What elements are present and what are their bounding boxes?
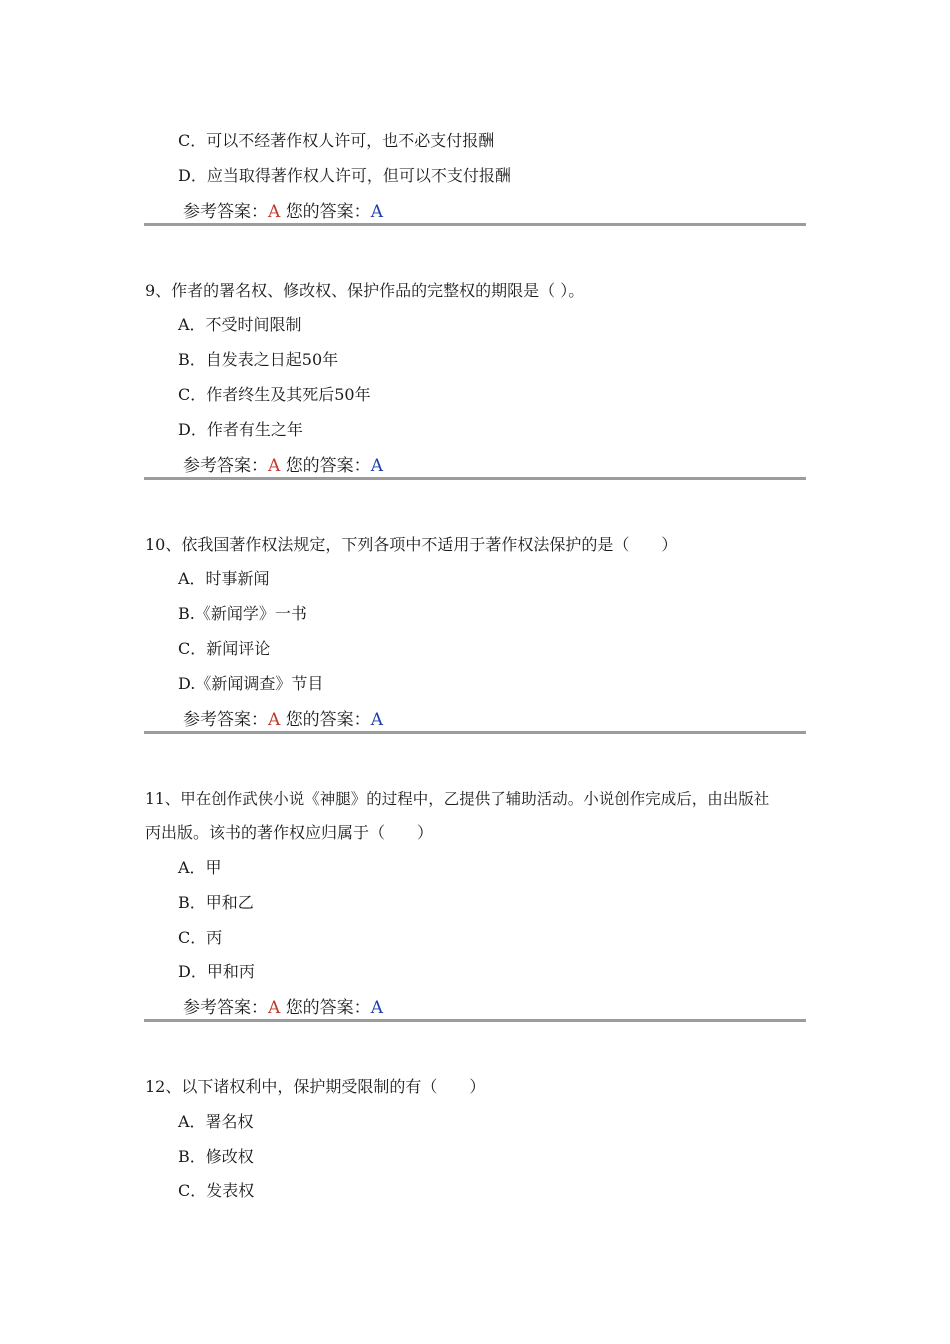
your-answer-value: A xyxy=(370,710,383,730)
your-answer-value: A xyxy=(370,202,383,222)
q12-stem: 12、以下诸权利中，保护期受限制的有（ ） xyxy=(145,1077,486,1096)
q10-stem: 10、依我国著作权法规定，下列各项中不适用于著作权法保护的是（ ） xyxy=(145,535,678,554)
your-answer-label: 您的答案： xyxy=(285,998,371,1018)
your-answer-label: 您的答案： xyxy=(285,710,371,730)
reference-answer-value: A xyxy=(268,998,281,1018)
q9-option-b: B．自发表之日起50年 xyxy=(178,350,339,369)
q11-option-b: B．甲和乙 xyxy=(178,893,254,912)
q12-option-a: A．署名权 xyxy=(178,1112,254,1131)
q11-stem-line-1: 11、甲在创作武侠小说《神腿》的过程中，乙提供了辅助活动。小说创作完成后，由出版社 xyxy=(145,790,770,808)
reference-answer-label: 参考答案： xyxy=(183,456,268,476)
q11-option-c: C．丙 xyxy=(178,928,223,947)
your-answer-value: A xyxy=(370,998,383,1018)
reference-answer-value: A xyxy=(268,202,281,222)
divider xyxy=(144,731,806,734)
q9-option-a: A．不受时间限制 xyxy=(178,315,302,334)
reference-answer-label: 参考答案： xyxy=(183,998,268,1018)
q9-stem: 9、作者的署名权、修改权、保护作品的完整权的期限是（ ）。 xyxy=(145,281,585,300)
your-answer-value: A xyxy=(370,456,383,476)
q11-option-a: A．甲 xyxy=(178,858,222,877)
your-answer-label: 您的答案： xyxy=(285,456,371,476)
q9-answer-row xyxy=(183,456,383,476)
q10-option-b: B.《新闻学》一书 xyxy=(178,604,307,623)
divider xyxy=(144,477,806,480)
q12-option-b: B．修改权 xyxy=(178,1147,254,1166)
q8-answer-row xyxy=(183,202,383,222)
divider xyxy=(144,223,806,226)
q10-option-c: C．新闻评论 xyxy=(178,639,271,658)
q9-option-c: C．作者终生及其死后50年 xyxy=(178,385,371,404)
q8-option-d: D．应当取得著作权人许可，但可以不支付报酬 xyxy=(178,166,511,185)
q12-option-c: C．发表权 xyxy=(178,1181,255,1200)
q8-option-c: C．可以不经著作权人许可，也不必支付报酬 xyxy=(178,131,495,150)
reference-answer-label: 参考答案： xyxy=(183,710,268,730)
q11-option-d: D．甲和丙 xyxy=(178,962,255,981)
your-answer-label: 您的答案： xyxy=(285,202,371,222)
q11-stem-line-2: 丙出版。该书的著作权应归属于（ ） xyxy=(145,823,434,842)
q10-option-d: D.《新闻调查》节目 xyxy=(178,674,324,693)
q10-option-a: A．时事新闻 xyxy=(178,569,270,588)
reference-answer-value: A xyxy=(268,456,281,476)
q11-answer-row xyxy=(183,998,383,1018)
q10-answer-row xyxy=(183,710,383,730)
q9-option-d: D．作者有生之年 xyxy=(178,420,303,439)
divider xyxy=(144,1019,806,1022)
reference-answer-label: 参考答案： xyxy=(183,202,268,222)
reference-answer-value: A xyxy=(268,710,281,730)
